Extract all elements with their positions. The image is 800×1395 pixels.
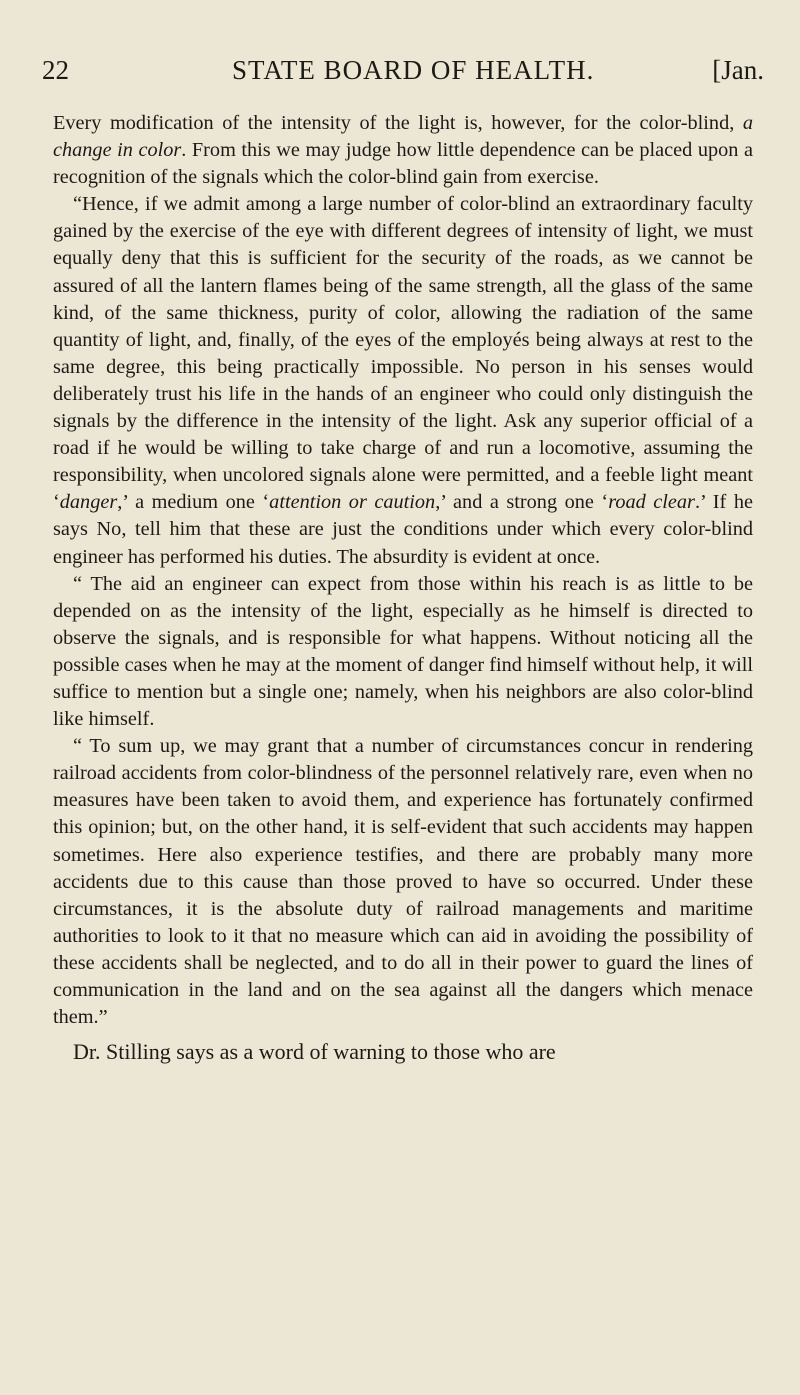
- paragraph-sum-up: “ To sum up, we may grant that a number of circumstances concur in rendering railroad accidents from color-blindness of the personnel relatively rare, even when no measures have been taken to avoid them, and experience has fortunately confirmed this opinion; but, on the other hand, it is self-evident that such accidents may happen sometimes. Here also experience testifies, and there are probably many more accidents due to this cause than those proved to have so occurred. Under these circumstances, it is the absolute duty of railroad managements and maritime authorities to look to it that no measure which can aid in avoiding the possibility of these accidents shall be neglected, and to do all in their power to guard the lines of communication in the land and on the sea against all the dangers which menace them.”: [53, 735, 753, 1029]
- page-number: 22: [42, 55, 69, 85]
- emphasis-attention-caution: attention or caution: [269, 491, 436, 514]
- paragraph-stilling: Dr. Stilling says as a word of warning to those who are: [73, 1039, 556, 1065]
- paragraph-hence: “Hence, if we admit among a large number of color-blind an extraordinary faculty gained by the exercise of the eye with different degrees of intensity of light, we must equally deny that this is sufficient for the security of the roads, as we cannot be assured of all the lantern flames being of the same strength, all the glass of the same kind, of the same thickness, purity of color, allowing the radiation of the same quantity of light, and, finally, of the eyes of the employés being always at rest to the same degree, this being practically impossible. No person in his senses would deliberately trust his life in the hands of an engineer who could only distinguish the signals by the difference in the intensity of the light. Ask any superior official of a road if he would be willing to take charge of and run a locomotive, assuming the responsibility, when uncolored signals alone were permitted, and a feeble light meant ‘danger,’ a medium one ‘attention or caution,’ and a strong one ‘road clear.’ If he says No, tell him that these are just the conditions under which every color-blind engineer has performed his duties. The absurdity is evident at once.: [53, 193, 753, 568]
- running-head: [42, 50, 764, 90]
- emphasis-change-in-color: a change in color: [53, 112, 753, 162]
- paragraph-color-change: Every modification of the intensity of the light is, however, for the color-blind, a change in color. From this we may judge how little dependence can be placed upon a recognition of the signals which the color-blind gain from exercise.: [53, 112, 753, 189]
- running-title: STATE BOARD OF HEALTH.: [232, 55, 595, 85]
- body-text: [53, 110, 753, 1067]
- issue-date: [Jan.: [712, 55, 764, 85]
- paragraph-aid-engineer: “ The aid an engineer can expect from those within his reach is as little to be depended on as the intensity of the light, especially as he himself is directed to observe the signals, and is responsible for what happens. Without noticing all the possible cases when he may at the moment of danger find himself without help, it will suffice to mention but a single one; namely, when his neighbors are also color-blind like himself.: [53, 572, 753, 731]
- emphasis-road-clear: road clear: [608, 491, 695, 514]
- emphasis-danger: danger: [59, 491, 118, 514]
